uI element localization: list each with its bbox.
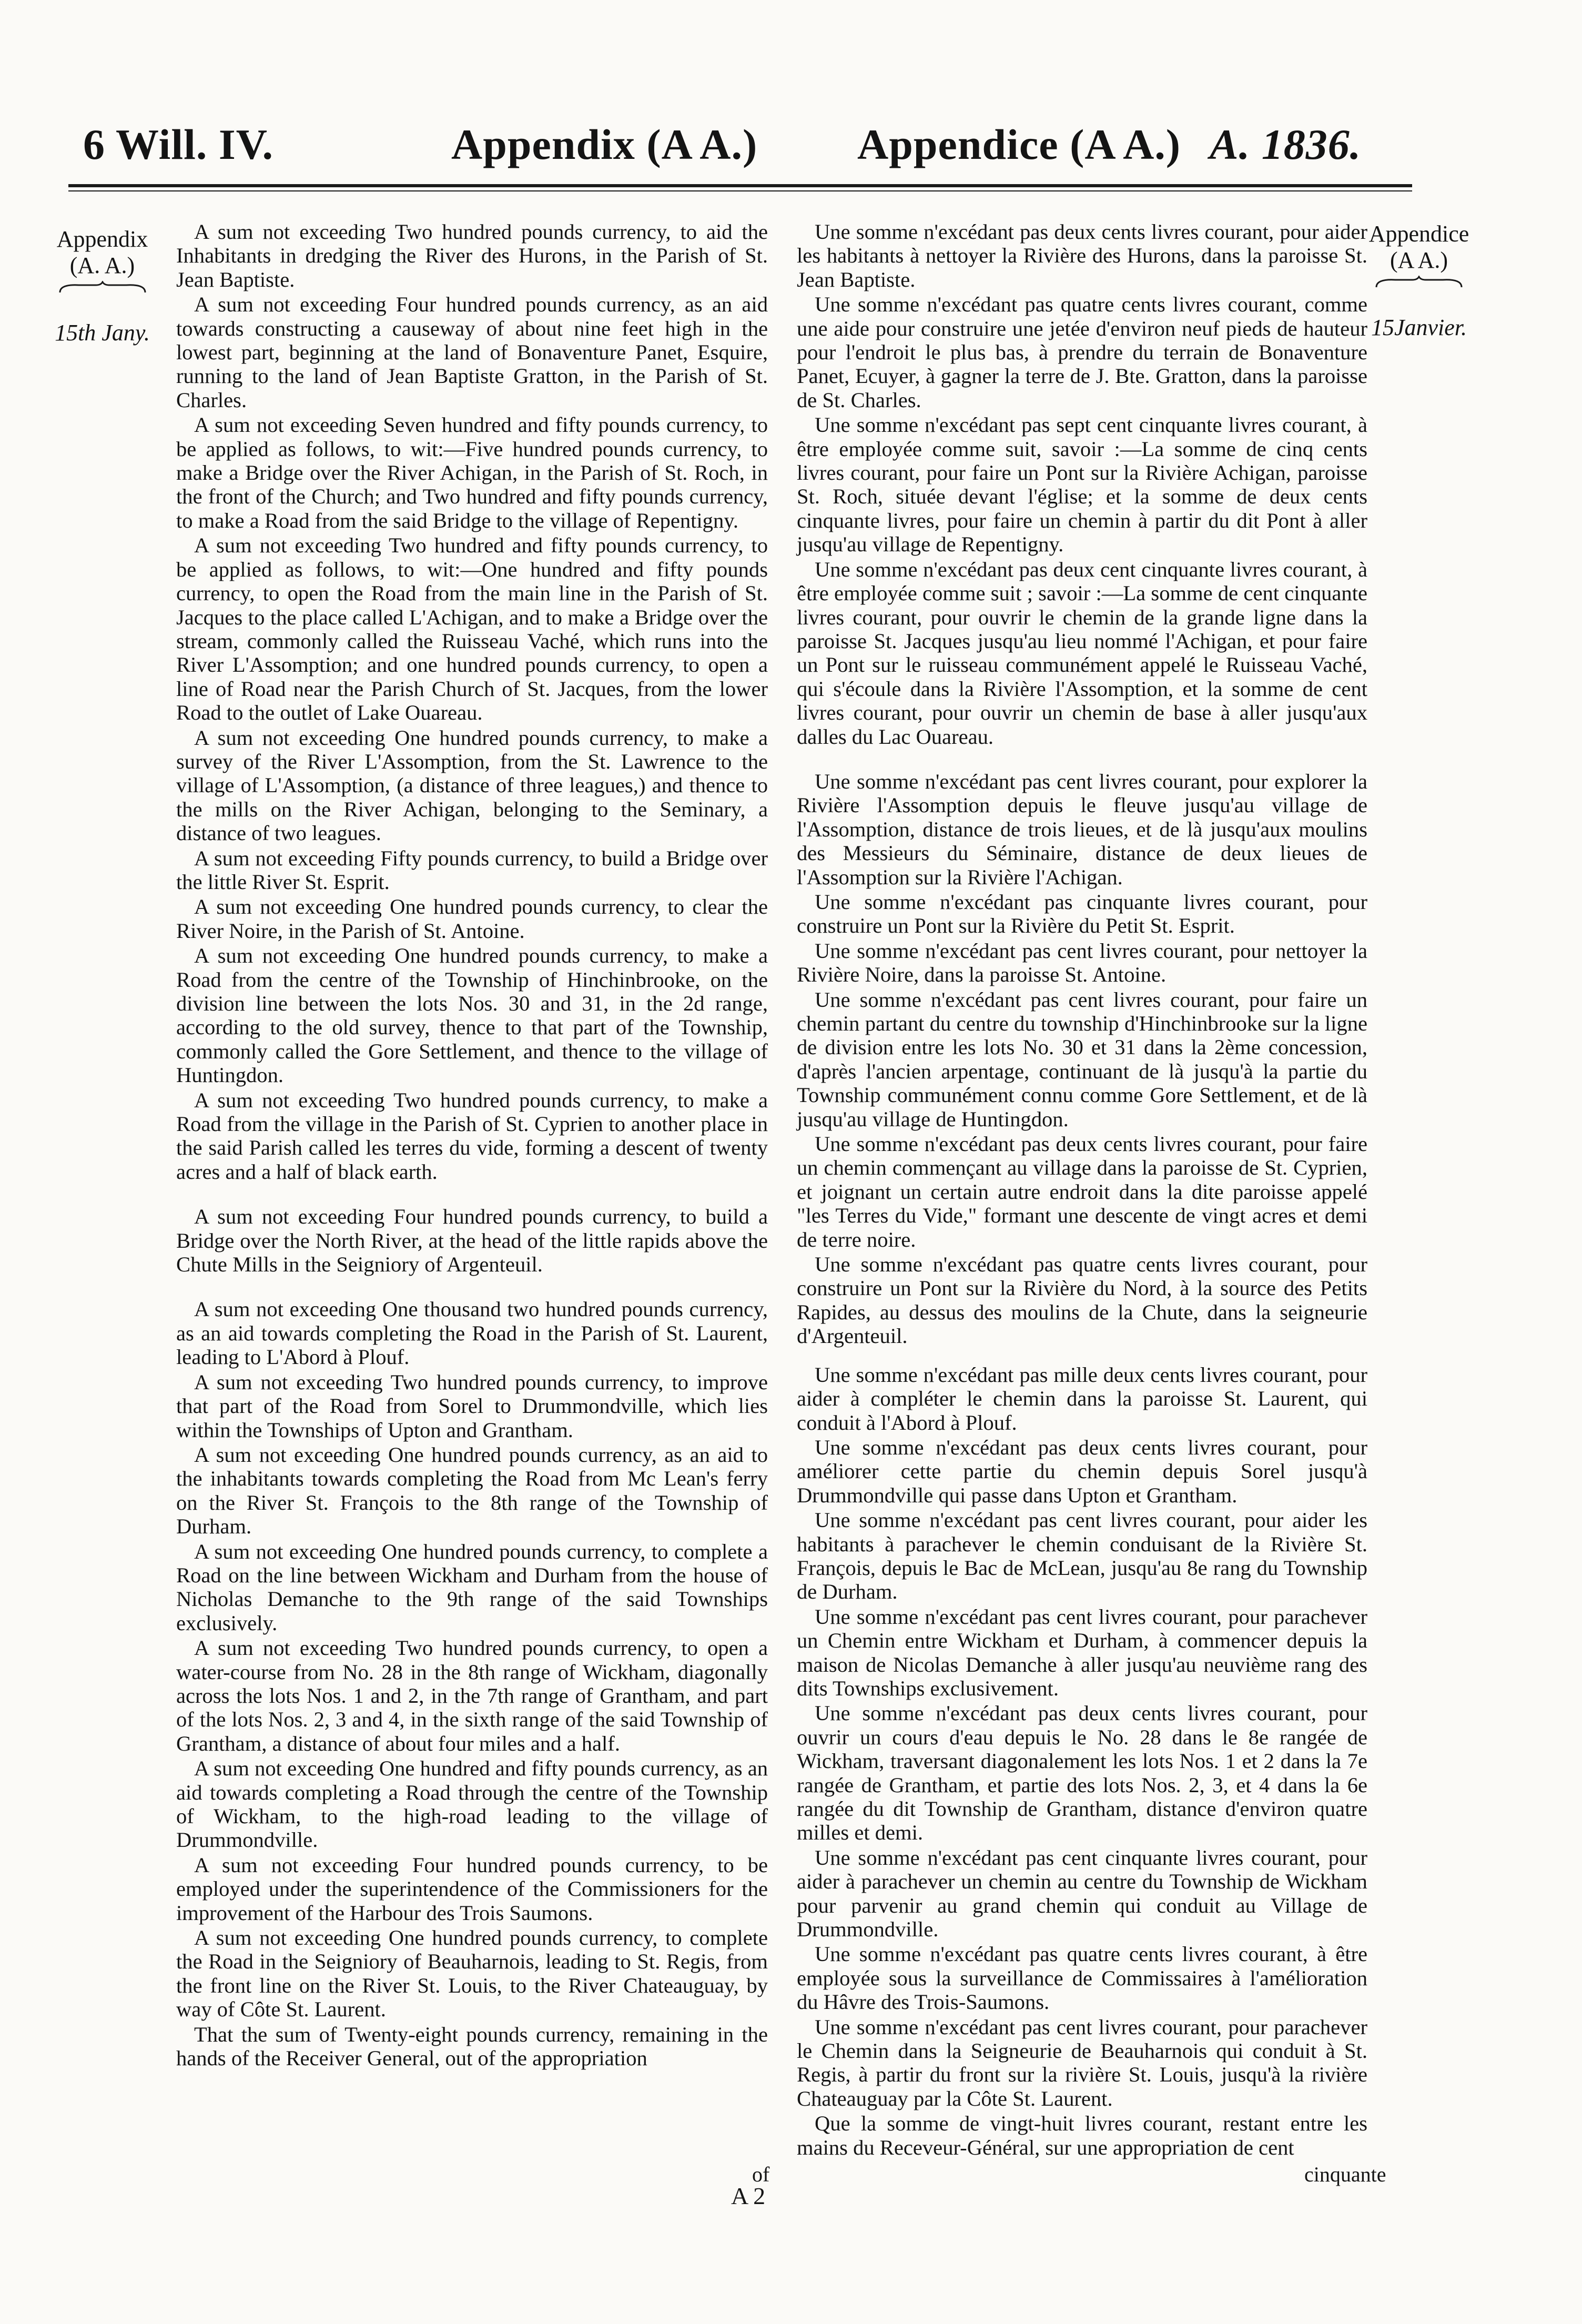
signature-mark: A 2 — [731, 2182, 766, 2209]
french-entry: Une somme n'excédant pas deux cent cinquante livres courant, à être employée comme suit ; savoir :—La somme de cent cinquante livres courant, pour ouvrir le chemin de la grande ligne dans la paroisse St. Jacques jusqu'au lieu nommé l'Achigan, et pour faire un Pont sur le ruisseau communément appelé le Ruisseau Vaché, qui s'écoule dans la Rivière l'Assomption, et la somme de cent livres courant, pour ouvrir un chemin de base à aller jusqu'aux dalles du Lac Ouareau. — [797, 557, 1367, 749]
french-entry: Une somme n'excédant pas quatre cents livres courant, pour construire un Pont sur la Rivière du Nord, à la source des Petits Rapides, au dessus des moulins de la Chute, dans la seigneurie d'Argenteuil. — [797, 1252, 1367, 1348]
english-entry: A sum not exceeding Two hundred pounds currency, to open a water-course from No. 28 in the 8th range of Wickham, diagonally across the lots Nos. 1 and 2, in the 7th range of Grantham, and part of the lots Nos. 2, 3 and 4, in the sixth range of the said Township of Grantham, a distance of about four miles and a half. — [176, 1636, 768, 1755]
year-heading: A. 1836. — [1210, 120, 1362, 168]
brace-icon — [1374, 276, 1464, 289]
french-entry: Une somme n'excédant pas cent livres courant, pour aider les habitants à parachever le chemin conduisant de la Rivière St. François, depuis le Bac de McLean, jusqu'au 8e rang du Township de Durham. — [797, 1508, 1367, 1604]
french-running-title: Appendice (A A.) — [857, 120, 1181, 168]
english-entry: A sum not exceeding One hundred pounds currency, to complete the Road in the Seigniory of Beauharnois, leading to St. Regis, from the front line on the River St. Louis, to the River Chateauguay, by way of Côte St. Laurent. — [176, 1926, 768, 2022]
english-column — [176, 220, 768, 2071]
french-entry: Une somme n'excédant pas cent livres courant, pour explorer la Rivière l'Assomption depuis le fleuve jusqu'au village de l'Assomption, distance de trois lieues, et de là jusqu'aux moulins des Messieurs du Séminaire, distance de deux lieues de l'Assomption sur la Rivière l'Achigan. — [797, 769, 1367, 889]
french-entry: Une somme n'excédant pas cent livres courant, pour nettoyer la Rivière Noire, dans la paroisse St. Antoine. — [797, 938, 1367, 987]
header-rule-thin — [68, 190, 1412, 191]
right-margin-note — [1361, 221, 1477, 341]
left-margin-note — [48, 226, 156, 346]
french-entry: Une somme n'excédant pas cent livres courant, pour faire un chemin partant du centre du township d'Hinchinbrooke sur la ligne de division entre les lots No. 30 et 31 dans la 2ème concession, d'après l'ancien arpentage, continuant de là jusqu'à la partie du Township communément connu comme Gore Settlement, et de là jusqu'au village de Huntingdon. — [797, 987, 1367, 1131]
french-entry: Une somme n'excédant pas deux cents livres courant, pour aider les habitants à nettoyer la Rivière des Hurons, dans la paroisse St. Jean Baptiste. — [797, 220, 1367, 291]
margin-appendice-code: (A A.) — [1390, 247, 1448, 273]
french-entry: Une somme n'excédant pas cent livres courant, pour parachever un Chemin entre Wickham et Durham, à commencer depuis la maison de Nicolas Demanche à aller jusqu'au neuvième rang des dits Townships exclusivement. — [797, 1604, 1367, 1700]
french-entry: Une somme n'excédant pas cent livres courant, pour parachever le Chemin dans la Seigneurie de Beauharnois qui conduit à St. Regis, à partir du front sur la rivière St. Louis, jusqu'à la rivière Chateauguay par la Côte St. Laurent. — [797, 2015, 1367, 2110]
french-entry: Une somme n'excédant pas deux cents livres courant, pour faire un chemin commençant au village dans la paroisse de St. Cyprien, et joignant un certain autre endroit dans la dite paroisse appelé "les Terres du Vide," formant une descente de vingt acres et demi de terre noire. — [797, 1132, 1367, 1251]
french-column — [797, 220, 1367, 2160]
english-entry: A sum not exceeding One hundred pounds currency, to make a Road from the centre of the Township of Hinchinbrooke, on the division line between the lots Nos. 30 and 31, in the 2d range, according to the old survey, thence to that part of the Township, commonly called the Gore Settlement, and thence to the village of Huntingdon. — [176, 944, 768, 1087]
english-entry: A sum not exceeding One hundred pounds currency, to complete a Road on the line between Wickham and Durham from the house of Nicholas Demanche to the 9th range of the said Townships exclusively. — [176, 1539, 768, 1635]
english-entry: A sum not exceeding Four hundred pounds currency, to build a Bridge over the North River, at the head of the little rapids above the Chute Mills in the Seigniory of Argenteuil. — [176, 1205, 768, 1277]
english-running-title: Appendix (A A.) — [451, 120, 758, 168]
english-catchword: of — [752, 2163, 770, 2186]
english-entry: A sum not exceeding One hundred pounds currency, to clear the River Noire, in the Parish of St. Antoine. — [176, 895, 768, 943]
english-entry: A sum not exceeding Fifty pounds currency, to build a Bridge over the little River St. Esprit. — [176, 846, 768, 894]
english-entry: A sum not exceeding One hundred pounds currency, to make a survey of the River L'Assomption, from the St. Lawrence to the village of L'Assomption, (a distance of three leagues,) and thence to the mills on the River Achigan, belonging to the Seminary, a distance of two leagues. — [176, 725, 768, 845]
english-entry: A sum not exceeding Seven hundred and fifty pounds currency, to be applied as follows, to wit:—Five hundred pounds currency, to make a Bridge over the River Achigan, in the Parish of St. Roch, in the front of the Church; and Two hundred and fifty pounds currency, to make a Road from the said Bridge to the village of Repentigny. — [176, 413, 768, 532]
french-entry: Une somme n'excédant pas mille deux cents livres courant, pour aider à compléter le chemin dans la paroisse St. Laurent, qui conduit à l'Abord à Plouf. — [797, 1362, 1367, 1434]
page-header — [0, 0, 1582, 174]
english-entry: A sum not exceeding One hundred and fifty pounds currency, as an aid towards completing a Road through the centre of the Township of Wickham, to the high-road leading to the village of Drummondville. — [176, 1756, 768, 1852]
french-entry: Une somme n'excédant pas quatre cents livres courant, comme une aide pour construire une jetée d'environ neuf pieds de hauteur pour l'endroit le plus bas, à prendre du terrain de Bonaventure Panet, Ecuyer, à gagner la terre de J. Bte. Gratton, dans la paroisse de St. Charles. — [797, 292, 1367, 412]
margin-appendix-label: Appendix — [56, 226, 148, 252]
english-entry: A sum not exceeding Two hundred and fifty pounds currency, to be applied as follows, to wit:—One hundred and fifty pounds currency, to open the Road from the main line in the Parish of St. Jacques to the place called L'Achigan, and to make a Bridge over the stream, commonly called the Ruisseau Vaché, which runs into the River L'Assomption; and one hundred pounds currency, to open a line of Road near the Parish Church of St. Jacques, from the lower Road to the outlet of Lake Ouareau. — [176, 533, 768, 725]
header-rule-thick — [68, 184, 1412, 187]
french-entry: Une somme n'excédant pas deux cents livres courant, pour ouvrir un cours d'eau depuis le No. 28 dans le 8e rangée de Wickham, traversant diagonalement les lots Nos. 1 et 2 dans la 7e rangée de Grantham, et partie des lots Nos. 2, 3, et 4 dans la 6e rangée du dit Township de Grantham, distance d'environ quatre milles et demi. — [797, 1701, 1367, 1845]
english-entry: A sum not exceeding Four hundred pounds currency, to be employed under the superintendence of the Commissioners for the improvement of the Harbour des Trois Saumons. — [176, 1853, 768, 1925]
regnal-year: 6 Will. IV. — [83, 120, 273, 168]
french-entry: Une somme n'excédant pas cent cinquante livres courant, pour aider à parachever un chemin au centre du Township de Wickham pour parvenir au grand chemin qui conduit au Village de Drummondville. — [797, 1845, 1367, 1942]
english-entry: A sum not exceeding Four hundred pounds currency, as an aid towards constructing a causeway of about nine feet high in the lowest part, beginning at the land of Bonaventure Panet, Esquire, running to the land of Jean Baptiste Gratton, in the Parish of St. Charles. — [176, 292, 768, 412]
margin-date: 15Janvier. — [1371, 315, 1467, 340]
margin-date: 15th Jany. — [55, 320, 150, 346]
english-entry: That the sum of Twenty-eight pounds currency, remaining in the hands of the Receiver General, out of the appropriation — [176, 2022, 768, 2070]
english-entry: A sum not exceeding Two hundred pounds currency, to aid the Inhabitants in dredging the River des Hurons, in the Parish of St. Jean Baptiste. — [176, 220, 768, 291]
margin-appendix-code: (A. A.) — [69, 252, 135, 278]
english-entry: A sum not exceeding Two hundred pounds currency, to make a Road from the village in the Parish of St. Cyprien to another place in the said Parish called les terres du vide, forming a descent of twenty acres and a half of black earth. — [176, 1088, 768, 1184]
english-entry: A sum not exceeding One hundred pounds currency, as an aid to the inhabitants towards completing the Road from Mc Lean's ferry on the River St. François to the 8th range of the Township of Durham. — [176, 1442, 768, 1539]
french-entry: Une somme n'excédant pas cinquante livres courant, pour construire un Pont sur la Rivière du Petit St. Esprit. — [797, 890, 1367, 938]
brace-icon — [58, 281, 147, 295]
french-catchword: cinquante — [1304, 2163, 1386, 2186]
french-entry: Une somme n'excédant pas deux cents livres courant, pour améliorer cette partie du chemin depuis Sorel jusqu'à Drummondville qui passe dans Upton et Grantham. — [797, 1435, 1367, 1507]
french-entry: Une somme n'excédant pas sept cent cinquante livres courant, à être employée comme suit, savoir :—La somme de cinq cents livres courant, pour faire un Pont sur la Rivière Achigan, paroisse St. Roch, située devant l'église; et la somme de deux cents cinquante livres, pour faire un chemin à partir du dit Pont à aller jusqu'au village de Repentigny. — [797, 413, 1367, 557]
french-entry: Une somme n'excédant pas quatre cents livres courant, à être employée sous la surveillance de Commissaires à l'amélioration du Hâvre des Trois-Saumons. — [797, 1942, 1367, 2014]
margin-appendice-label: Appendice — [1368, 221, 1469, 247]
english-entry: A sum not exceeding One thousand two hundred pounds currency, as an aid towards completing the Road in the Parish of St. Laurent, leading to L'Abord à Plouf. — [176, 1297, 768, 1369]
english-entry: A sum not exceeding Two hundred pounds currency, to improve that part of the Road from Sorel to Drummondville, which lies within the Townships of Upton and Grantham. — [176, 1370, 768, 1442]
french-entry: Que la somme de vingt-huit livres courant, restant entre les mains du Receveur-Général, sur une appropriation de cent — [797, 2111, 1367, 2159]
